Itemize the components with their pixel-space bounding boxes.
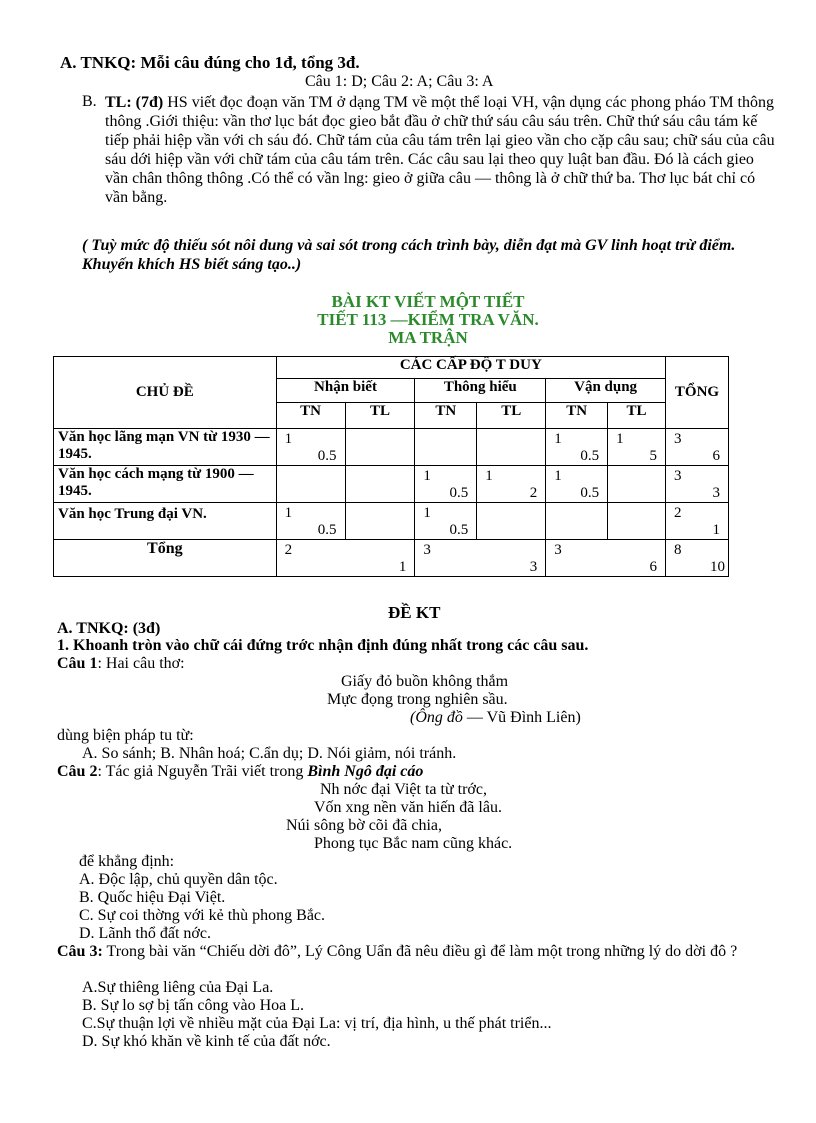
cell-count: 1 [423,505,431,521]
level-apply: Vận dụng [546,379,666,403]
option: D. Lãnh thổ đất nớc. [79,925,211,942]
row-topic: Văn học cách mạng từ 1900 —1945. [54,466,277,503]
cell-count: 1 [554,431,562,447]
subcol: TN [276,403,345,429]
poem-source [410,709,581,727]
answer-part-b-paragraph [105,93,775,207]
row-topic: Văn học Trung đại VN. [54,503,277,540]
matrix-row [54,466,729,503]
answer-part-a: A. TNKQ: Mỗi câu đúng cho 1đ, tổng 3đ. [60,53,360,72]
subcol: TN [546,403,608,429]
question-2-work: Bình Ngô đại cáo [307,763,424,780]
grand-total-score: 10 [710,559,725,575]
option: C. Sự coi thờng với kẻ thù phong Bắc. [79,907,326,924]
option: B. Sự lo sợ bị tấn công vào Hoa L. [82,997,304,1014]
question-2-text: : Tác giả Nguyễn Trãi viết trong [97,763,308,780]
row-topic: Văn học lãng mạn VN từ 1930 —1945. [54,429,277,466]
cell-score: 2 [529,485,538,501]
total-score: 1 [712,522,720,538]
exam-instruction: 1. Khoanh tròn vào chữ cái đứng trớc nhận định đúng nhất trong các câu sau. [57,637,589,654]
cell-score: 0.5 [449,522,469,538]
answer-part-a-answers: Câu 1: D; Câu 2: A; Câu 3: A [305,73,494,90]
total-count: 3 [674,468,682,484]
levels-header: CÁC CẤP ĐỘ T DUY [276,357,665,379]
total-count: 3 [674,431,682,447]
heading-line2: TIẾT 113 —KIỂM TRA VĂN. [317,310,539,329]
cell-score: 0.5 [317,522,337,538]
heading-line1: BÀI KT VIẾT MỘT TIẾT [331,292,525,311]
poem-line: Mực đọng trong nghiên sầu. [327,691,508,708]
total-header: TỔNG [666,357,729,429]
cell-count: 1 [284,505,293,521]
subcol: TL [608,403,666,429]
sum-count: 3 [423,542,431,558]
cell-score: 0.5 [580,448,600,464]
cell-score: 0.5 [449,485,469,501]
poem-line: Vốn xng nền văn hiến đã lâu. [314,799,502,816]
poem-line: Phong tục Bắc nam cũng khác. [314,835,513,852]
option: B. Quốc hiệu Đại Việt. [79,889,226,906]
question-1-prompt: dùng biện pháp tu từ: [57,727,194,744]
answer-part-b-label: B. [82,93,97,110]
subcol: TN [415,403,477,429]
sum-score: 1 [398,559,407,575]
sum-score: 3 [529,559,538,575]
poem-line: Giấy đỏ buồn không thắm [341,673,509,690]
subcol: TL [477,403,546,429]
question-2 [57,763,423,781]
grading-note: ( Tuỳ mức độ thiếu sót nôi dung và sai sót trong cách trình bày, diễn đạt mà GV linh hoạt trừ điểm. Khuyến khích HS biết sáng tạo..) [82,237,736,273]
matrix-table [53,356,729,577]
cell-score: 5 [649,448,657,464]
exam-title: ĐỀ KT [388,603,441,622]
poem-line: Núi sông bờ cõi đã chia, [286,817,442,834]
poem-line: Nh nớc đại Việt ta từ trớc, [320,781,487,798]
level-understand: Thông hiểu [415,379,546,403]
option: A. Độc lập, chủ quyền dân tộc. [79,871,278,888]
sum-count: 3 [554,542,562,558]
sum-label: Tổng [54,540,277,577]
matrix-row [54,503,729,540]
question-1-options: A. So sánh; B. Nhân hoá; C.ẩn dụ; D. Nói giảm, nói tránh. [82,745,457,762]
sum-count: 2 [284,542,293,558]
question-2-label: Câu 2 [57,763,98,780]
cell-score: 0.5 [580,485,600,501]
question-3-label: Câu 3: [57,943,103,960]
matrix-sum-row [54,540,729,577]
cell-count: 1 [284,431,293,447]
question-1-text: : Hai câu thơ: [97,655,185,672]
grand-total-count: 8 [674,542,682,558]
poem-source-author: — Vũ Đình Liên) [462,709,581,726]
total-score: 3 [712,485,720,501]
heading-line3: MA TRẬN [388,328,468,347]
cell-count: 1 [616,431,624,447]
option: D. Sự khó khăn về kinh tế của đất nớc. [82,1033,331,1050]
topic-header: CHỦ ĐỀ [54,357,277,429]
sum-score: 6 [649,559,657,575]
exam-part-a: A. TNKQ: (3đ) [57,620,161,637]
option: C.Sự thuận lợi về nhiều mặt của Đại La: vị trí, địa hình, u thế phát triển... [82,1015,552,1032]
cell-count: 1 [423,468,431,484]
question-2-prompt: để khẳng định: [79,853,175,870]
cell-count: 1 [485,468,493,484]
question-3 [57,943,767,961]
question-3-text: Trong bài văn “Chiếu dời đô”, Lý Công Uẩn đã nêu điều gì để làm một trong những lý do dời đô ? [102,943,738,960]
subcol: TL [345,403,415,429]
cell-count: 1 [554,468,562,484]
total-count: 2 [674,505,682,521]
cell-score: 0.5 [317,448,337,464]
total-score: 6 [712,448,720,464]
poem-source-title: (Ông đồ [410,709,463,726]
question-1-label: Câu 1 [57,655,98,672]
question-1 [57,655,185,673]
answer-part-b-text: HS viết đọc đoạn văn TM ở dạng TM về một thể loại VH, vận dụng các phong pháo TM thông thông .Giới thiệu: vần thơ lục bát đọc gieo bắt đầu ở chữ thứ sáu câu sáu trên. Chữ thứ sáu câu tám kế tiếp phải hiệp vần với ch sáu đó. Chữ tám của câu tám trên lại gieo vần cho cặp câu sau; chữ sáu của câu sáu dới hiệp vần với chữ tám của câu tám trên. Các câu sau lại theo quy luật ban đầu. Đó là cách gieo vần chân thông thông .Có thể có vần lng: gieo ở giữa câu — thông là ở chữ thứ ba. Thơ lục bát chỉ có vần bằng. [105,94,775,206]
option: A.Sự thiêng liêng của Đại La. [82,979,274,996]
answer-part-b-title: TL: (7đ) [105,94,164,111]
matrix-row [54,429,729,466]
level-recognize: Nhận biết [276,379,415,403]
